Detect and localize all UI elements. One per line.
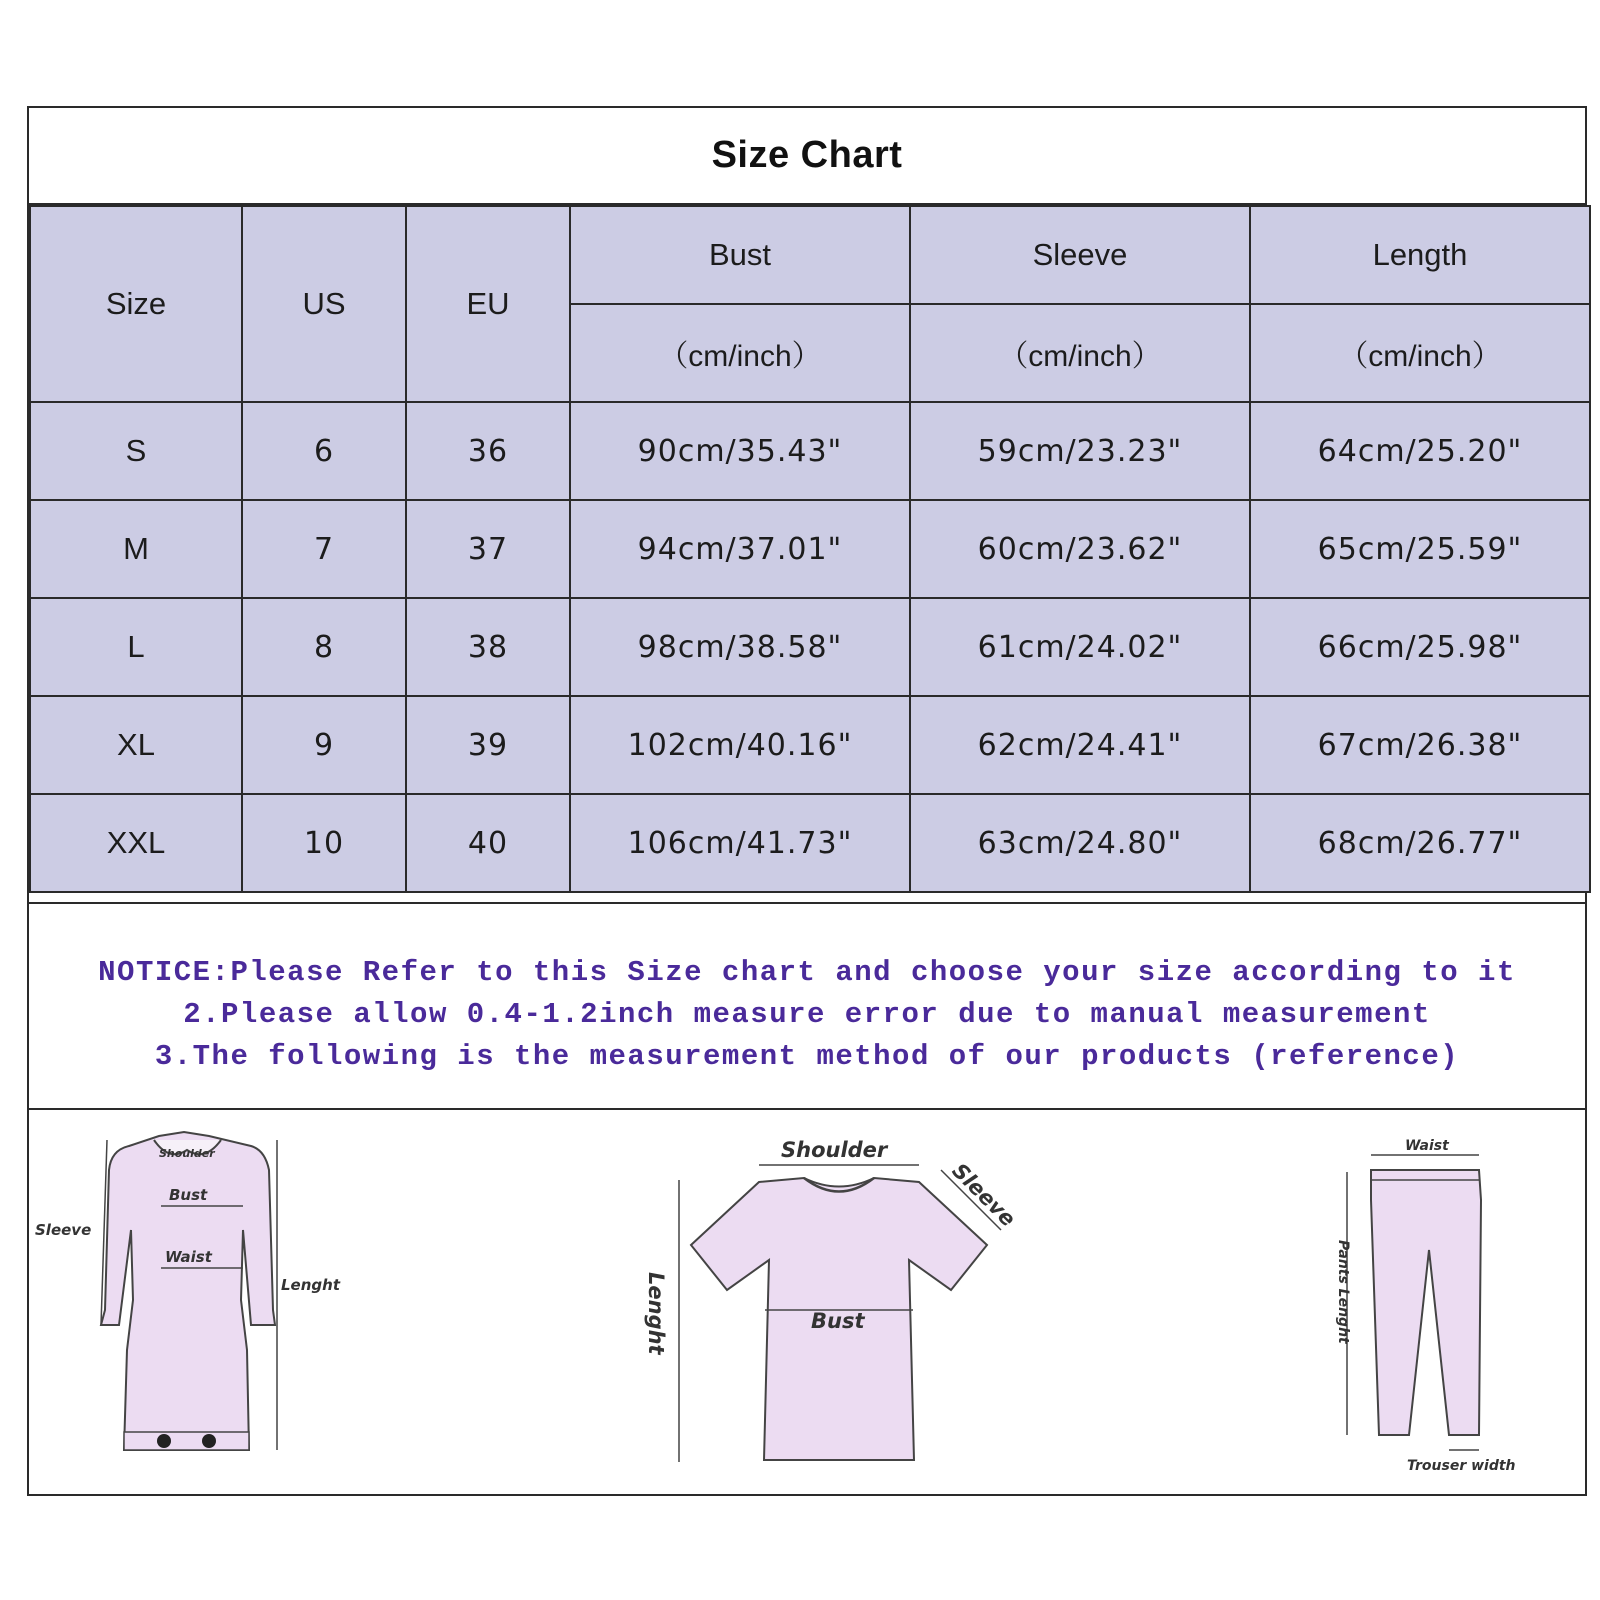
header-size: Size	[30, 206, 242, 402]
dress-bust-label: Bust	[169, 1186, 208, 1204]
table-row	[30, 598, 1590, 696]
cell-eu: 40	[406, 794, 570, 892]
length-unit: （cm/inch）	[1250, 304, 1590, 402]
dress-diagram	[29, 1110, 369, 1496]
table-row	[30, 500, 1590, 598]
cell-sleeve: 59cm/23.23"	[910, 402, 1250, 500]
page-title: Size Chart	[29, 108, 1585, 205]
header-bust: Bust	[570, 206, 910, 304]
table-row	[30, 794, 1590, 892]
cell-size: XL	[30, 696, 242, 794]
pants-length-label: Pants Lenght	[1335, 1240, 1351, 1344]
cell-bust: 106cm/41.73"	[570, 794, 910, 892]
pants-trouser-width-label: Trouser width	[1407, 1458, 1516, 1474]
tshirt-bust-label: Bust	[811, 1309, 865, 1333]
table-row	[30, 402, 1590, 500]
dress-waist-label: Waist	[165, 1248, 212, 1266]
cell-length: 68cm/26.77"	[1250, 794, 1590, 892]
cell-sleeve: 61cm/24.02"	[910, 598, 1250, 696]
dress-shoulder-label: Shoulder	[159, 1147, 215, 1160]
sleeve-unit: （cm/inch）	[910, 304, 1250, 402]
dress-sleeve-label: Sleeve	[35, 1221, 92, 1239]
cell-bust: 90cm/35.43"	[570, 402, 910, 500]
cell-us: 9	[242, 696, 406, 794]
notice-line-1: NOTICE:Please Refer to this Size chart and choose your size according to it	[98, 956, 1516, 989]
cell-size: XXL	[30, 794, 242, 892]
table-row	[30, 696, 1590, 794]
tshirt-shoulder-label: Shoulder	[781, 1138, 888, 1162]
tshirt-diagram	[639, 1110, 1039, 1496]
moon-icon	[202, 1434, 216, 1448]
cell-length: 67cm/26.38"	[1250, 696, 1590, 794]
cell-length: 65cm/25.59"	[1250, 500, 1590, 598]
cell-size: M	[30, 500, 242, 598]
header-us: US	[242, 206, 406, 402]
measurement-illustrations	[29, 1110, 1585, 1496]
tshirt-length-label: Lenght	[644, 1272, 668, 1355]
header-sleeve: Sleeve	[910, 206, 1250, 304]
moon-icon	[157, 1434, 171, 1448]
pants-waist-label: Waist	[1405, 1138, 1449, 1154]
cell-us: 10	[242, 794, 406, 892]
header-length: Length	[1250, 206, 1590, 304]
cell-bust: 102cm/40.16"	[570, 696, 910, 794]
size-chart-frame	[27, 106, 1587, 1496]
cell-eu: 39	[406, 696, 570, 794]
pants-diagram	[1299, 1110, 1569, 1496]
cell-sleeve: 63cm/24.80"	[910, 794, 1250, 892]
cell-bust: 94cm/37.01"	[570, 500, 910, 598]
size-table	[29, 205, 1591, 893]
notice-line-2: 2.Please allow 0.4-1.2inch measure error due to manual measurement	[183, 998, 1431, 1031]
cell-eu: 37	[406, 500, 570, 598]
cell-eu: 36	[406, 402, 570, 500]
cell-sleeve: 60cm/23.62"	[910, 500, 1250, 598]
cell-us: 6	[242, 402, 406, 500]
header-row	[30, 206, 1590, 304]
dress-length-label: Lenght	[281, 1276, 340, 1294]
cell-us: 8	[242, 598, 406, 696]
cell-us: 7	[242, 500, 406, 598]
notice-line-3: 3.The following is the measurement method of our products (reference)	[154, 1040, 1460, 1073]
cell-size: L	[30, 598, 242, 696]
tshirt-sleeve-label: Sleeve	[947, 1158, 1021, 1232]
cell-bust: 98cm/38.58"	[570, 598, 910, 696]
notice-block	[29, 902, 1585, 1110]
header-eu: EU	[406, 206, 570, 402]
cell-length: 64cm/25.20"	[1250, 402, 1590, 500]
cell-sleeve: 62cm/24.41"	[910, 696, 1250, 794]
bust-unit: （cm/inch）	[570, 304, 910, 402]
cell-size: S	[30, 402, 242, 500]
cell-eu: 38	[406, 598, 570, 696]
cell-length: 66cm/25.98"	[1250, 598, 1590, 696]
